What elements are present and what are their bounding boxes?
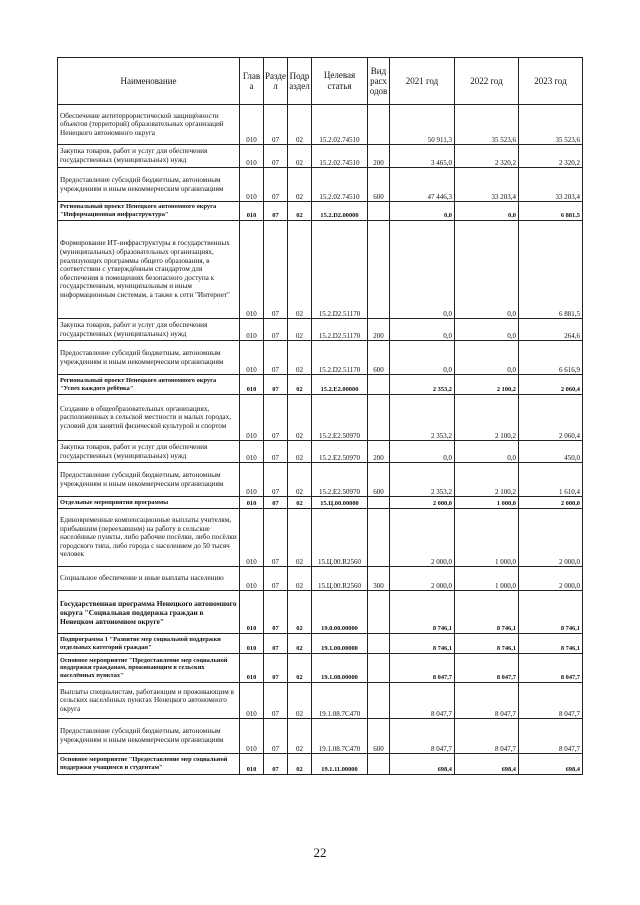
row-name: Создание в общеобразовательных организациях, расположенных в сельской местности и малых городах, условий для занятий физической культурой и спортом bbox=[58, 395, 240, 441]
row-2021: 8 047,7 bbox=[390, 719, 455, 754]
row-podrazdel: 02 bbox=[288, 168, 312, 202]
row-name: Единовременные компенсационные выплаты учителям, прибывшим (переехавшим) на работу в сельские населённые пункты, либо рабочие посёлки, либо посёлки городского типа, либо города с населением до 50 тысяч человек bbox=[58, 509, 240, 567]
row-statya: 15.2.D2.00000 bbox=[312, 202, 368, 221]
row-2021: 2 000,0 bbox=[390, 509, 455, 567]
row-vid: 600 bbox=[368, 168, 390, 202]
row-vid bbox=[368, 497, 390, 509]
row-2023: 264,6 bbox=[519, 319, 583, 341]
row-podrazdel: 02 bbox=[288, 441, 312, 463]
row-statya: 15.Ц.00.R2560 bbox=[312, 567, 368, 591]
row-2021: 0,0 bbox=[390, 341, 455, 375]
row-2021: 8 047,7 bbox=[390, 683, 455, 719]
row-2022: 2 100,2 bbox=[455, 395, 519, 441]
row-2021: 698,4 bbox=[390, 754, 455, 775]
row-glav: 010 bbox=[240, 341, 264, 375]
row-2023: 8 746,1 bbox=[519, 634, 583, 654]
row-2023: 33 203,4 bbox=[519, 168, 583, 202]
row-vid bbox=[368, 221, 390, 319]
table-row bbox=[58, 497, 583, 509]
row-razdel: 07 bbox=[264, 463, 288, 497]
row-glav: 010 bbox=[240, 395, 264, 441]
row-2022: 1 000,0 bbox=[455, 567, 519, 591]
row-2021: 3 465,0 bbox=[390, 145, 455, 168]
row-vid bbox=[368, 105, 390, 145]
row-2021: 8 047,7 bbox=[390, 654, 455, 683]
row-glav: 010 bbox=[240, 202, 264, 221]
row-2022: 698,4 bbox=[455, 754, 519, 775]
row-statya: 15.2.D2.51170 bbox=[312, 319, 368, 341]
row-razdel: 07 bbox=[264, 683, 288, 719]
row-podrazdel: 02 bbox=[288, 463, 312, 497]
header-razdel: Разде л bbox=[264, 58, 288, 105]
row-2023: 35 523,6 bbox=[519, 105, 583, 145]
page-number: 22 bbox=[313, 845, 327, 860]
row-vid: 200 bbox=[368, 319, 390, 341]
row-razdel: 07 bbox=[264, 375, 288, 395]
row-vid bbox=[368, 375, 390, 395]
row-podrazdel: 02 bbox=[288, 754, 312, 775]
row-2022: 8 047,7 bbox=[455, 654, 519, 683]
row-podrazdel: 02 bbox=[288, 719, 312, 754]
row-name: Социальное обеспечение и иные выплаты населению bbox=[58, 567, 240, 591]
row-glav: 010 bbox=[240, 497, 264, 509]
row-razdel: 07 bbox=[264, 341, 288, 375]
row-podrazdel: 02 bbox=[288, 591, 312, 634]
row-2021: 2 000,0 bbox=[390, 567, 455, 591]
budget-sheet bbox=[57, 57, 582, 775]
table-row bbox=[58, 754, 583, 775]
row-statya: 15.2.D2.51170 bbox=[312, 221, 368, 319]
table-row bbox=[58, 395, 583, 441]
row-podrazdel: 02 bbox=[288, 105, 312, 145]
row-name: Региональный проект Ненецкого автономного округа "Успех каждого ребёнка" bbox=[58, 375, 240, 395]
row-podrazdel: 02 bbox=[288, 145, 312, 168]
row-glav: 010 bbox=[240, 168, 264, 202]
row-2021: 2 353,2 bbox=[390, 463, 455, 497]
row-podrazdel: 02 bbox=[288, 375, 312, 395]
row-name: Закупка товаров, работ и услуг для обеспечения государственных (муниципальных) нужд bbox=[58, 441, 240, 463]
row-glav: 010 bbox=[240, 319, 264, 341]
row-statya: 19.1.11.00000 bbox=[312, 754, 368, 775]
row-vid bbox=[368, 395, 390, 441]
row-razdel: 07 bbox=[264, 634, 288, 654]
row-2023: 8 047,7 bbox=[519, 654, 583, 683]
row-razdel: 07 bbox=[264, 105, 288, 145]
row-name: Закупка товаров, работ и услуг для обеспечения государственных (муниципальных) нужд bbox=[58, 145, 240, 168]
header-name: Наименование bbox=[58, 58, 240, 105]
row-name: Предоставление субсидий бюджетным, автономным учреждениям и иным некоммерческим организациям bbox=[58, 719, 240, 754]
row-name: Предоставление субсидий бюджетным, автономным учреждениям и иным некоммерческим организациям bbox=[58, 168, 240, 202]
header-podrazdel: Подр аздел bbox=[288, 58, 312, 105]
row-2023: 2 060,4 bbox=[519, 395, 583, 441]
row-2022: 0,0 bbox=[455, 341, 519, 375]
row-2022: 2 320,2 bbox=[455, 145, 519, 168]
row-razdel: 07 bbox=[264, 591, 288, 634]
row-name: Обеспечение антитеррористической защищённости объектов (территорий) образовательных организаций Ненецкого автономного округа bbox=[58, 105, 240, 145]
row-statya: 15.2.02.74510 bbox=[312, 145, 368, 168]
row-statya: 15.2.E2.50970 bbox=[312, 463, 368, 497]
row-vid bbox=[368, 634, 390, 654]
row-vid: 600 bbox=[368, 719, 390, 754]
row-vid: 200 bbox=[368, 145, 390, 168]
row-statya: 15.Ц.00.R2560 bbox=[312, 509, 368, 567]
table-row bbox=[58, 683, 583, 719]
row-vid bbox=[368, 591, 390, 634]
table-row bbox=[58, 441, 583, 463]
row-razdel: 07 bbox=[264, 145, 288, 168]
row-2023: 8 746,1 bbox=[519, 591, 583, 634]
table-row bbox=[58, 591, 583, 634]
row-razdel: 07 bbox=[264, 719, 288, 754]
header-statya: Целевая статья bbox=[312, 58, 368, 105]
row-name: Предоставление субсидий бюджетным, автономным учреждениям и иным некоммерческим организациям bbox=[58, 463, 240, 497]
row-name: Основное мероприятие "Предоставление мер социальной поддержки учащимся и студентам" bbox=[58, 754, 240, 775]
row-razdel: 07 bbox=[264, 497, 288, 509]
table-row bbox=[58, 319, 583, 341]
row-2022: 33 203,4 bbox=[455, 168, 519, 202]
row-2022: 8 047,7 bbox=[455, 719, 519, 754]
row-2022: 0,0 bbox=[455, 221, 519, 319]
row-statya: 19.1.00.00000 bbox=[312, 634, 368, 654]
row-glav: 010 bbox=[240, 654, 264, 683]
table-row bbox=[58, 634, 583, 654]
row-name: Основное мероприятие "Предоставление мер социальной поддержки гражданам, проживающим в сельских населённых пунктах" bbox=[58, 654, 240, 683]
row-2022: 1 000,0 bbox=[455, 509, 519, 567]
row-razdel: 07 bbox=[264, 221, 288, 319]
table-row bbox=[58, 202, 583, 221]
row-2023: 2 000,0 bbox=[519, 567, 583, 591]
row-2022: 8 047,7 bbox=[455, 683, 519, 719]
row-glav: 010 bbox=[240, 567, 264, 591]
row-2021: 47 446,3 bbox=[390, 168, 455, 202]
table-row bbox=[58, 509, 583, 567]
row-2021: 0,0 bbox=[390, 441, 455, 463]
row-razdel: 07 bbox=[264, 654, 288, 683]
row-name: Подпрограмма 1 "Развитие мер социальной поддержки отдельных категорий граждан" bbox=[58, 634, 240, 654]
row-2023: 8 047,7 bbox=[519, 683, 583, 719]
header-2021: 2021 год bbox=[390, 58, 455, 105]
row-statya: 15.2.02.74510 bbox=[312, 168, 368, 202]
row-razdel: 07 bbox=[264, 168, 288, 202]
row-2021: 2 353,2 bbox=[390, 395, 455, 441]
row-2022: 2 100,2 bbox=[455, 463, 519, 497]
row-2023: 2 000,0 bbox=[519, 497, 583, 509]
row-statya: 15.2.D2.51170 bbox=[312, 341, 368, 375]
header-2022: 2022 год bbox=[455, 58, 519, 105]
table-row bbox=[58, 654, 583, 683]
table-row bbox=[58, 375, 583, 395]
row-razdel: 07 bbox=[264, 754, 288, 775]
row-2023: 450,0 bbox=[519, 441, 583, 463]
row-2022: 1 000,0 bbox=[455, 497, 519, 509]
table-row bbox=[58, 463, 583, 497]
row-glav: 010 bbox=[240, 509, 264, 567]
row-2022: 0,0 bbox=[455, 202, 519, 221]
row-podrazdel: 02 bbox=[288, 509, 312, 567]
row-statya: 15.2.02.74510 bbox=[312, 105, 368, 145]
header-2023: 2023 год bbox=[519, 58, 583, 105]
row-razdel: 07 bbox=[264, 319, 288, 341]
budget-table bbox=[57, 57, 583, 775]
row-razdel: 07 bbox=[264, 395, 288, 441]
row-glav: 010 bbox=[240, 634, 264, 654]
row-vid bbox=[368, 754, 390, 775]
row-2021: 0,0 bbox=[390, 319, 455, 341]
row-2021: 2 353,2 bbox=[390, 375, 455, 395]
table-row bbox=[58, 567, 583, 591]
row-2022: 8 746,1 bbox=[455, 591, 519, 634]
table-header-row bbox=[58, 58, 583, 105]
row-2023: 6 616,9 bbox=[519, 341, 583, 375]
row-2021: 50 911,3 bbox=[390, 105, 455, 145]
row-podrazdel: 02 bbox=[288, 683, 312, 719]
row-statya: 19.1.08.7С470 bbox=[312, 719, 368, 754]
row-name: Предоставление субсидий бюджетным, автономным учреждениям и иным некоммерческим организациям bbox=[58, 341, 240, 375]
row-2021: 0,0 bbox=[390, 221, 455, 319]
row-statya: 19.1.08.00000 bbox=[312, 654, 368, 683]
row-glav: 010 bbox=[240, 145, 264, 168]
row-razdel: 07 bbox=[264, 567, 288, 591]
header-glav: Глав а bbox=[240, 58, 264, 105]
row-2021: 8 746,1 bbox=[390, 634, 455, 654]
table-row bbox=[58, 719, 583, 754]
row-name: Отдельные мероприятия программы bbox=[58, 497, 240, 509]
row-podrazdel: 02 bbox=[288, 319, 312, 341]
row-glav: 010 bbox=[240, 754, 264, 775]
row-2023: 6 881,5 bbox=[519, 202, 583, 221]
row-name: Формирование ИТ-инфраструктуры в государственных (муниципальных) образовательных организациях, реализующих программы общего образования, в соответствии с утверждённым стандартом для обеспечения в помещениях безопасного доступа к государственным, муниципальным и иным информационным системам, а также к сети "Интернет" bbox=[58, 221, 240, 319]
row-statya: 15.Ц.00.00000 bbox=[312, 497, 368, 509]
row-name: Государственная программа Ненецкого автономного округа "Социальная поддержка граждан в Ненецком автономном округе" bbox=[58, 591, 240, 634]
row-2023: 2 320,2 bbox=[519, 145, 583, 168]
row-name: Выплаты специалистам, работающим и проживающим в сельских населённых пунктах Ненецкого автономного округа bbox=[58, 683, 240, 719]
row-2022: 2 100,2 bbox=[455, 375, 519, 395]
row-vid: 600 bbox=[368, 463, 390, 497]
row-name: Региональный проект Ненецкого автономного округа "Информационная инфраструктура" bbox=[58, 202, 240, 221]
row-statya: 19.1.08.7С470 bbox=[312, 683, 368, 719]
row-2022: 8 746,1 bbox=[455, 634, 519, 654]
row-razdel: 07 bbox=[264, 441, 288, 463]
row-podrazdel: 02 bbox=[288, 221, 312, 319]
row-vid bbox=[368, 654, 390, 683]
table-row bbox=[58, 341, 583, 375]
row-statya: 15.2.E2.00000 bbox=[312, 375, 368, 395]
row-2023: 2 000,0 bbox=[519, 509, 583, 567]
row-vid bbox=[368, 509, 390, 567]
row-2021: 8 746,1 bbox=[390, 591, 455, 634]
row-glav: 010 bbox=[240, 719, 264, 754]
row-vid bbox=[368, 683, 390, 719]
row-2021: 2 000,0 bbox=[390, 497, 455, 509]
table-row bbox=[58, 105, 583, 145]
row-podrazdel: 02 bbox=[288, 634, 312, 654]
row-podrazdel: 02 bbox=[288, 497, 312, 509]
row-2023: 2 060,4 bbox=[519, 375, 583, 395]
row-2023: 6 881,5 bbox=[519, 221, 583, 319]
row-razdel: 07 bbox=[264, 202, 288, 221]
row-podrazdel: 02 bbox=[288, 202, 312, 221]
row-2021: 0,0 bbox=[390, 202, 455, 221]
row-glav: 010 bbox=[240, 591, 264, 634]
table-row bbox=[58, 168, 583, 202]
header-vid: Вид расх одов bbox=[368, 58, 390, 105]
row-podrazdel: 02 bbox=[288, 341, 312, 375]
row-name: Закупка товаров, работ и услуг для обеспечения государственных (муниципальных) нужд bbox=[58, 319, 240, 341]
row-glav: 010 bbox=[240, 463, 264, 497]
row-2023: 1 610,4 bbox=[519, 463, 583, 497]
table-row bbox=[58, 145, 583, 168]
row-2023: 698,4 bbox=[519, 754, 583, 775]
row-razdel: 07 bbox=[264, 509, 288, 567]
row-glav: 010 bbox=[240, 105, 264, 145]
row-vid bbox=[368, 202, 390, 221]
row-podrazdel: 02 bbox=[288, 567, 312, 591]
table-row bbox=[58, 221, 583, 319]
row-statya: 19.0.00.00000 bbox=[312, 591, 368, 634]
row-2022: 0,0 bbox=[455, 319, 519, 341]
row-podrazdel: 02 bbox=[288, 395, 312, 441]
row-2022: 35 523,6 bbox=[455, 105, 519, 145]
row-glav: 010 bbox=[240, 221, 264, 319]
row-glav: 010 bbox=[240, 683, 264, 719]
row-statya: 15.2.E2.50970 bbox=[312, 441, 368, 463]
row-podrazdel: 02 bbox=[288, 654, 312, 683]
row-2022: 0,0 bbox=[455, 441, 519, 463]
row-vid: 300 bbox=[368, 567, 390, 591]
row-vid: 600 bbox=[368, 341, 390, 375]
row-vid: 200 bbox=[368, 441, 390, 463]
row-glav: 010 bbox=[240, 441, 264, 463]
row-statya: 15.2.E2.50970 bbox=[312, 395, 368, 441]
row-glav: 010 bbox=[240, 375, 264, 395]
row-2023: 8 047,7 bbox=[519, 719, 583, 754]
